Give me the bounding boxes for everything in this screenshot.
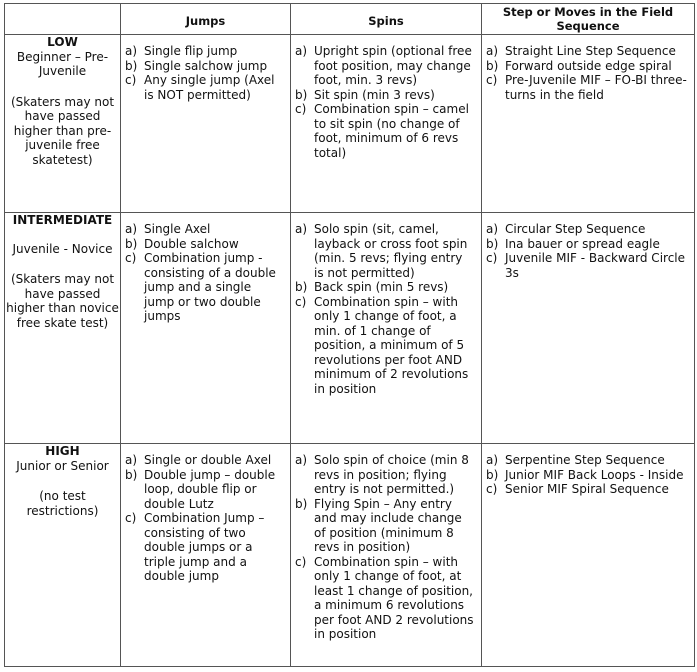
list-item: c) Combination spin – camel to sit spin (no change of foot, minimum of 6 revs total) xyxy=(295,102,469,160)
level-note: (Skaters may not have passed higher than pre-juvenile free skatetest) xyxy=(10,94,115,167)
list-item: c) Pre-Juvenile MIF – FO-BI three-turns in the field xyxy=(486,73,687,102)
level-cell xyxy=(5,213,121,444)
list-item: c) Combination Jump – consisting of two double jumps or a triple jump and a double jump xyxy=(125,511,265,583)
list-item: a) Serpentine Step Sequence xyxy=(486,453,665,467)
spins-header: Spins xyxy=(291,4,482,35)
level-cell xyxy=(5,444,121,667)
requirements-table xyxy=(4,3,695,667)
header-row xyxy=(5,4,695,35)
jumps-cell xyxy=(121,213,291,444)
steps-header: Step or Moves in the Field Sequence xyxy=(482,4,695,35)
table-row-low xyxy=(5,35,695,213)
list-item: b) Ina bauer or spread eagle xyxy=(486,236,660,251)
list-item: b) Junior MIF Back Loops - Inside xyxy=(486,467,684,482)
level-note: (Skaters may not have passed higher than novice free skate test) xyxy=(6,272,119,330)
list-item: b) Back spin (min 5 revs) xyxy=(295,280,449,294)
steps-cell xyxy=(482,35,695,213)
list-item: a) Circular Step Sequence xyxy=(486,222,646,236)
table-row-intermediate xyxy=(5,213,695,444)
list-item: a) Single or double Axel xyxy=(125,453,272,467)
level-subtitle: Juvenile - Novice xyxy=(12,241,113,256)
level-name: HIGH xyxy=(45,444,80,458)
list-item: c) Senior MIF Spiral Sequence xyxy=(486,482,669,496)
list-item: c) Any single jump (Axel is NOT permitted) xyxy=(125,73,275,102)
steps-cell xyxy=(482,444,695,667)
list-item: b) Double salchow xyxy=(125,236,239,251)
table-row-high xyxy=(5,444,695,667)
steps-cell xyxy=(482,213,695,444)
jumps-cell xyxy=(121,35,291,213)
spins-cell xyxy=(291,444,482,667)
list-item: b) Double jump – double loop, double flip or double Lutz xyxy=(125,467,276,511)
spins-cell xyxy=(291,35,482,213)
list-item: c) Combination spin – with only 1 change of foot, at least 1 change of position, a minimum 6 revolutions per foot AND 2 revolutions in position xyxy=(295,554,474,641)
jumps-cell xyxy=(121,444,291,667)
list-item: a) Solo spin (sit, camel, layback or cross foot spin (min. 5 revs; flying entry is not permitted) xyxy=(295,222,468,280)
list-item: a) Straight Line Step Sequence xyxy=(486,44,676,58)
level-subtitle: Junior or Senior xyxy=(16,458,109,473)
list-item: a) Single flip jump xyxy=(125,44,238,58)
spins-cell xyxy=(291,213,482,444)
list-item: b) Sit spin (min 3 revs) xyxy=(295,87,435,102)
jumps-header: Jumps xyxy=(121,4,291,35)
list-item: a) Solo spin of choice (min 8 revs in position; flying entry is not permitted.) xyxy=(295,453,469,496)
list-item: b) Forward outside edge spiral xyxy=(486,58,672,73)
level-header xyxy=(5,4,121,35)
list-item: b) Single salchow jump xyxy=(125,58,268,73)
list-item: a) Single Axel xyxy=(125,222,211,236)
list-item: c) Combination spin – with only 1 change of foot, a min. of 1 change of position, a minimum of 5 revolutions per foot AND minimum of 2 revolutions in position xyxy=(295,294,469,396)
level-note: (no test restrictions) xyxy=(26,489,99,518)
level-name: INTERMEDIATE xyxy=(12,213,113,227)
list-item: c) Combination jump - consisting of a double jump and a single jump or two double jumps xyxy=(125,251,276,323)
list-item: b) Flying Spin – Any entry and may include change of position (minimum 8 revs in position) xyxy=(295,496,462,554)
list-item: a) Upright spin (optional free foot position, may change foot, min. 3 revs) xyxy=(295,44,472,87)
level-name: LOW xyxy=(47,35,78,49)
level-subtitle: Beginner – Pre-Juvenile xyxy=(16,49,109,78)
list-item: c) Juvenile MIF - Backward Circle 3s xyxy=(486,251,686,280)
level-cell xyxy=(5,35,121,213)
